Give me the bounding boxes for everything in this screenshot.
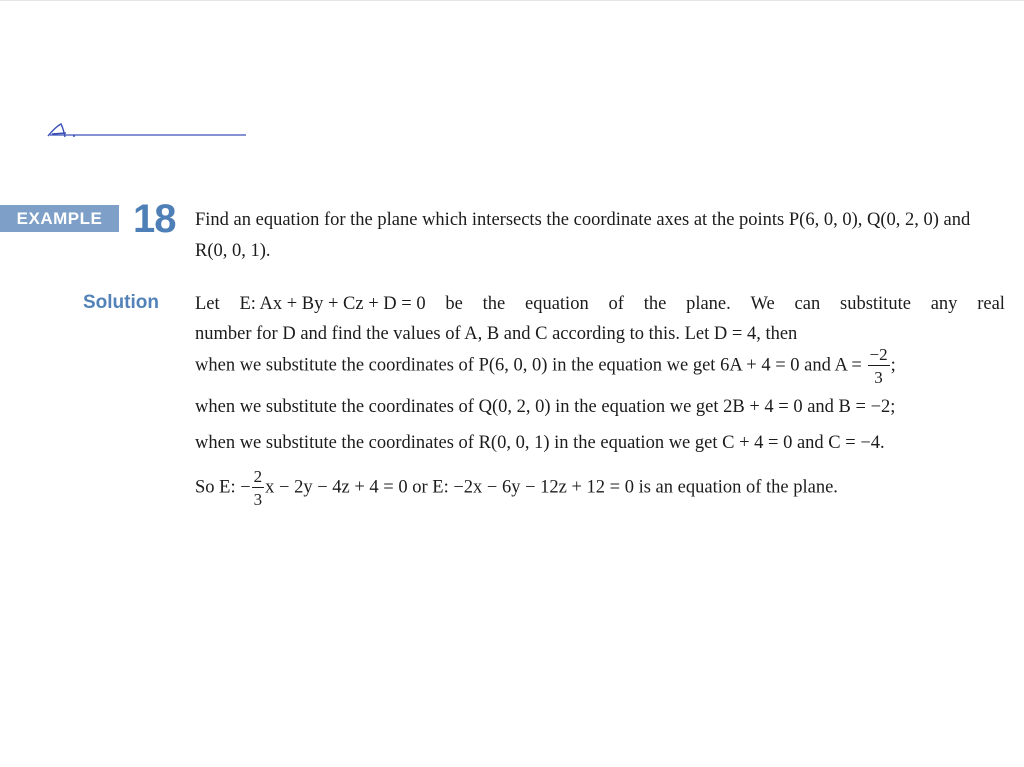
solution-word: plane. bbox=[686, 294, 731, 314]
solution-line-5: when we substitute the coordinates of R(0, 0, 1) in the equation we get C + 4 = 0 and C = −4. bbox=[195, 433, 885, 453]
solution-word: We bbox=[750, 294, 775, 314]
solution-line-1 bbox=[195, 294, 1005, 315]
solution-word: real bbox=[977, 294, 1005, 314]
fraction-numerator: 2 bbox=[253, 467, 263, 486]
solution-equation: E: Ax + By + Cz + D = 0 bbox=[239, 294, 426, 314]
solution-line-3 bbox=[195, 346, 1005, 386]
problem-statement: Find an equation for the plane which intersects the coordinate axes at the points P(6, 0, 0), Q(0, 2, 0) and R(0, 0, 1). bbox=[195, 210, 971, 261]
fraction-denominator: 3 bbox=[253, 490, 263, 509]
solution-word: can bbox=[794, 294, 821, 314]
fraction-numerator: −2 bbox=[869, 345, 888, 364]
solution-line-6-head: So E: − bbox=[195, 477, 251, 498]
handwritten-annotation bbox=[44, 118, 254, 142]
solution-line-6 bbox=[195, 468, 1005, 508]
solution-word: the bbox=[482, 294, 506, 314]
solution-line-3-tail: ; bbox=[890, 355, 896, 376]
handwriting-text: A. bbox=[44, 118, 45, 119]
solution-word: substitute bbox=[840, 294, 911, 314]
top-border bbox=[0, 0, 1024, 1]
solution-word: any bbox=[930, 294, 958, 314]
fraction-denominator: 3 bbox=[874, 368, 883, 387]
example-number: 18 bbox=[133, 197, 176, 241]
solution-label: Solution bbox=[83, 292, 159, 313]
solution-word: Let bbox=[195, 294, 220, 314]
solution-word: equation bbox=[525, 294, 589, 314]
fraction bbox=[868, 346, 890, 386]
solution-word: be bbox=[445, 294, 463, 314]
solution-line-2: number for D and find the values of A, B and C according to this. Let D = 4, then bbox=[195, 324, 798, 344]
solution-word: the bbox=[643, 294, 667, 314]
solution-line-6-tail: x − 2y − 4z + 4 = 0 or E: −2x − 6y − 12z + 12 = 0 is an equation of the plane. bbox=[265, 477, 838, 498]
solution-line-4: when we substitute the coordinates of Q(0, 2, 0) in the equation we get 2B + 4 = 0 and B = −2; bbox=[195, 397, 896, 417]
solution-line-3-text: when we substitute the coordinates of P(6, 0, 0) in the equation we get 6A + 4 = 0 and A = bbox=[195, 355, 862, 376]
example-badge: EXAMPLE bbox=[0, 205, 119, 232]
fraction bbox=[252, 468, 265, 508]
solution-word: of bbox=[608, 294, 624, 314]
